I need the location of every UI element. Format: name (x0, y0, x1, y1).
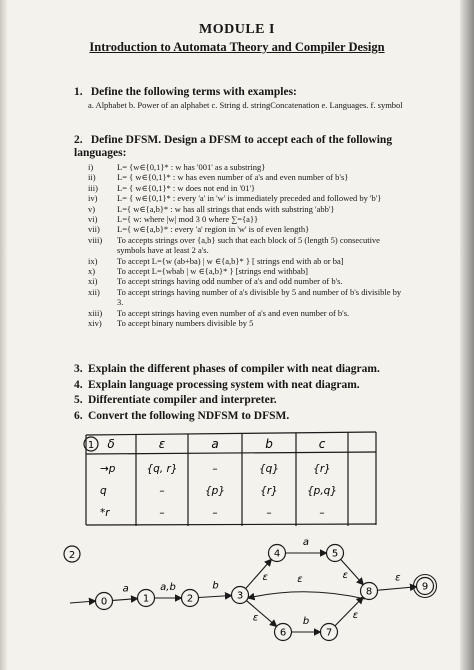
state-label: 5 (331, 548, 339, 560)
transition-label: b (302, 616, 310, 627)
state-label: 7 (325, 627, 333, 639)
state-label: 2 (186, 593, 194, 605)
transition-arrow (377, 587, 416, 590)
question-text: Differentiate compiler and interpreter. (88, 394, 277, 406)
table-cell: {r} (260, 485, 278, 497)
transition-label: ε (252, 612, 259, 624)
transition-label: ε (395, 572, 401, 584)
table-header-cell: δ (107, 437, 115, 451)
list-item-text: L={ w∈{a,b}* : w has all strings that ends with substring 'abb'} (117, 203, 335, 214)
state-label: 0 (100, 596, 108, 608)
list-item-text: L= { w∈{0,1}* : every 'a' in 'w' is immediately preceded and followed by 'b'} (117, 193, 382, 204)
list-item-number: v) (88, 203, 96, 214)
list-item-number: xiv) (88, 318, 102, 329)
question-1-terms: a. Alphabet b. Power of an alphabet c. String d. stringConcatenation e. Languages. f. symbol (88, 100, 403, 110)
state-label: 6 (279, 627, 287, 639)
table-cell: – (159, 485, 165, 497)
list-item-number: iii) (88, 182, 98, 193)
list-item-text: To accept L={w (ab+ba) | w ∈{a,b}* } [ strings end with ab or ba] (117, 255, 344, 266)
question-text: Convert the following NDFSM to DFSM. (88, 409, 290, 422)
transition-table-grid (86, 432, 376, 526)
transition-label: a (122, 583, 129, 595)
state-label: 9 (421, 581, 429, 593)
table-cell: {q} (258, 463, 280, 475)
state-label: 8 (365, 586, 373, 598)
list-item-text: L= { w∈{0,1}* : w has even number of a's and even number of b's} (117, 172, 349, 183)
list-item-number: viii) (88, 234, 103, 245)
table-header-cell: c (318, 437, 326, 451)
list-item-text: To accept strings having number of a's divisible by 5 and number of b's divisible by 3. (117, 286, 402, 308)
question-number: 2. (74, 134, 83, 146)
transition-arrow (112, 599, 137, 601)
list-item-text: To accept strings having odd number of a's and odd number of b's. (117, 276, 343, 287)
table-cell: – (159, 507, 165, 519)
list-item-number: ix) (88, 255, 98, 266)
transition-label: ε (342, 570, 348, 582)
table-header-cell: ε (158, 437, 166, 451)
transition-label: ε (352, 609, 359, 621)
table-cell: {p} (204, 485, 226, 497)
list-item-text: To accept L={wbab | w ∈{a,b}* } [strings end withbab] (117, 266, 308, 277)
transition-arrow (335, 597, 363, 626)
transition-label: b (212, 580, 219, 592)
nfa-states (96, 545, 437, 641)
question-number: 5. (74, 394, 83, 406)
table-cell: – (266, 507, 272, 519)
list-item-number: xii) (88, 286, 100, 297)
table-row-state: *r (100, 507, 110, 519)
table-cell: {q, r} (146, 463, 178, 475)
list-item-text: To accept strings having even number of a's and even number of b's. (117, 307, 350, 318)
diagram-marker-number: 2 (68, 550, 76, 561)
list-item-number: x) (88, 266, 96, 277)
page-title: MODULE I (199, 22, 275, 37)
question-number: 4. (74, 378, 83, 391)
list-item-number: iv) (88, 193, 98, 204)
question-text: Explain the different phases of compiler with neat diagram. (88, 363, 380, 375)
transition-label: ε (262, 571, 268, 583)
table-header-cell: a (211, 437, 219, 451)
list-item-text: L= {w∈{0,1}* : w has '001' as a substring} (117, 162, 266, 172)
table-header-cell: b (265, 437, 273, 451)
state-label: 1 (142, 593, 150, 605)
table-marker-number: 1 (87, 440, 95, 451)
transition-label: ε (297, 574, 303, 585)
list-item-number: xiii) (88, 307, 103, 318)
table-cell: {r} (313, 463, 331, 475)
page-subtitle: Introduction to Automata Theory and Compiler Design (89, 40, 385, 54)
list-item-text: To accepts strings over {a,b} such that each block of 5 (length 5) consecutive symbols have at least 2 a's. (117, 234, 380, 256)
transition-label: a,b (160, 582, 176, 593)
list-item-text: L={ w∈{a,b}* : every 'a' region in 'w' is of even length} (117, 224, 310, 235)
list-item-text: To accept binary numbers divisible by 5 (117, 318, 254, 329)
transition-arrow (198, 596, 231, 598)
table-cell: – (319, 507, 325, 519)
question-number: 6. (74, 409, 83, 422)
question-number: 3. (74, 363, 83, 375)
table-row-state: →p (100, 463, 116, 475)
state-label: 3 (236, 590, 244, 602)
question-text: Define the following terms with examples: (90, 86, 297, 98)
start-arrow (70, 601, 96, 603)
question-number: 1. (74, 86, 83, 98)
transition-arrow (246, 601, 276, 627)
list-item-number: vi) (88, 214, 98, 225)
list-item-text: L= { w∈{0,1}* : w does not end in '01'} (117, 182, 256, 193)
table-cell: {p,q} (306, 485, 338, 497)
list-item-number: ii) (88, 172, 96, 183)
table-cell: – (212, 507, 218, 519)
transition-label: a (302, 537, 310, 548)
transition-table-header (107, 437, 325, 451)
list-item-number: xi) (88, 276, 98, 287)
transition-arrow (248, 592, 365, 599)
state-label: 4 (273, 548, 281, 560)
list-item-number: i) (88, 162, 94, 172)
question-text: Define DFSM. Design a DFSM to accept each of the following languages: (74, 134, 393, 159)
table-row-state: q (100, 485, 107, 497)
question-text: Explain language processing system with neat diagram. (88, 378, 360, 391)
list-item-number: vii) (88, 224, 100, 235)
table-cell: – (212, 463, 218, 475)
list-item-text: L={ w: where |w| mod 3 0 where ∑={a}} (117, 214, 259, 225)
